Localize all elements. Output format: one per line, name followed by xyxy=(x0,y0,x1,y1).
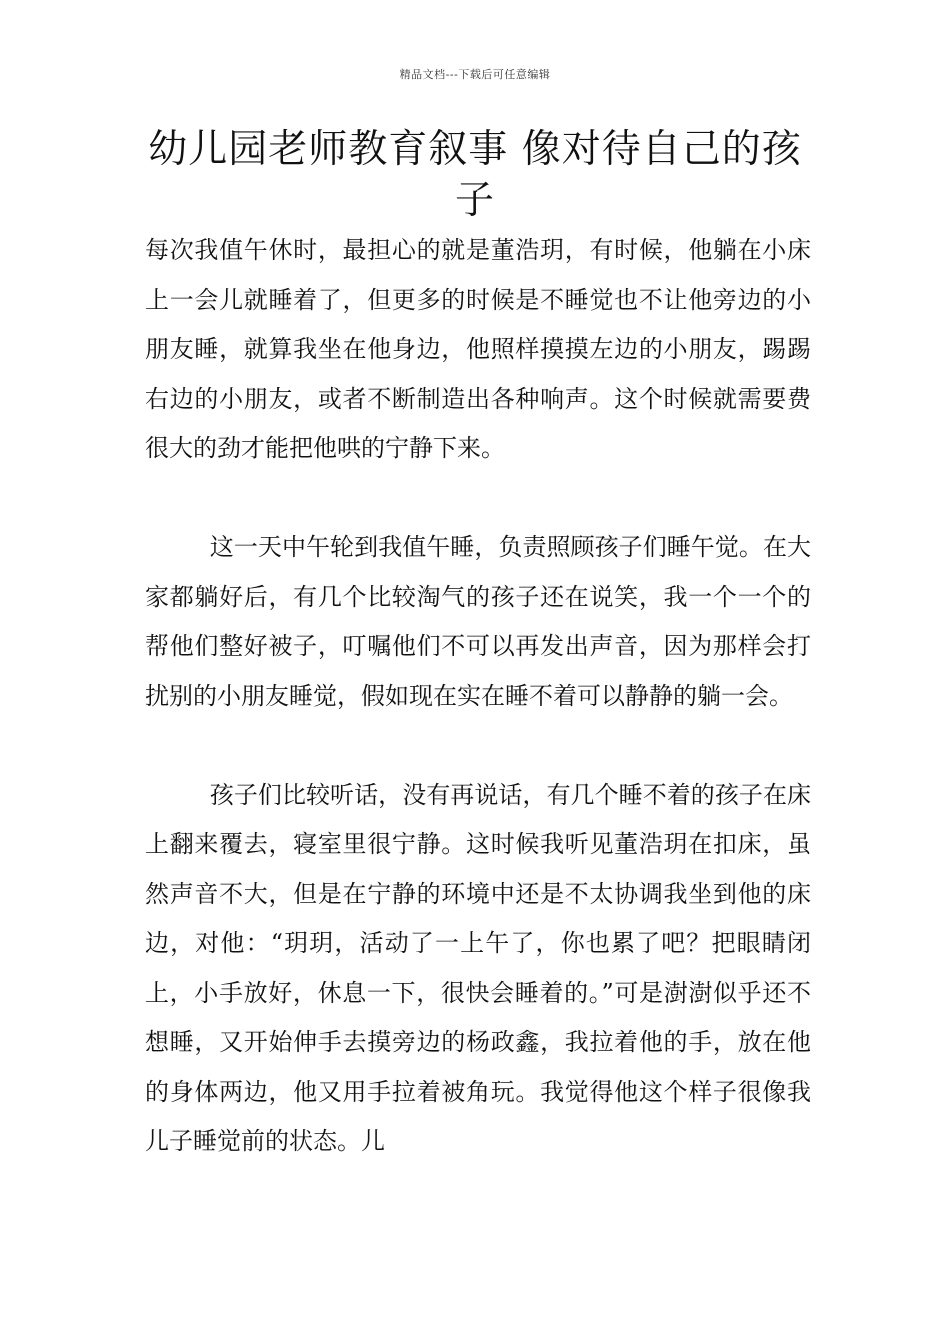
paragraph-3: 孩子们比较听话，没有再说话，有几个睡不着的孩子在床上翻来覆去，寝室里很宁静。这时候我听见董浩玥在扣床，虽然声音不大，但是在宁静的环境中还是不太协调我坐到他的床边，对他：“玥玥，活动了一上午了，你也累了吧？把眼睛闭上，小手放好，休息一下，很快会睡着的。”可是澍澍似乎还不想睡，又开始伸手去摸旁边的杨政鑫，我拉着他的手，放在他的身体两边，他又用手拉着被角玩。我觉得他这个样子很像我儿子睡觉前的状态。儿 xyxy=(145,780,811,1155)
page-header: 精品文档---下载后可任意编辑 xyxy=(399,68,551,81)
title-line-1: 幼儿园老师教育叙事 像对待自己的孩 xyxy=(148,127,802,172)
document-body xyxy=(145,226,811,1167)
title-line-2: 子 xyxy=(454,178,495,223)
paragraph-gap xyxy=(145,474,811,524)
paragraph-1: 每次我值午休时，最担心的就是董浩玥，有时候，他躺在小床上一会儿就睡着了，但更多的时候是不睡觉也不让他旁边的小朋友睡，就算我坐在他身边，他照样摸摸左边的小朋友，踢踢右边的小朋友，或者不断制造出各种响声。这个时候就需要费很大的劲才能把他哄的宁静下来。 xyxy=(145,236,811,462)
paragraph-2: 这一天中午轮到我值午睡，负责照顾孩子们睡午觉。在大家都躺好后，有几个比较淘气的孩子还在说笑，我一个一个的帮他们整好被子，叮嘱他们不可以再发出声音，因为那样会打扰别的小朋友睡觉，假如现在实在睡不着可以静静的躺一会。 xyxy=(145,533,811,710)
paragraph-gap xyxy=(145,721,811,771)
document-title xyxy=(140,124,810,226)
